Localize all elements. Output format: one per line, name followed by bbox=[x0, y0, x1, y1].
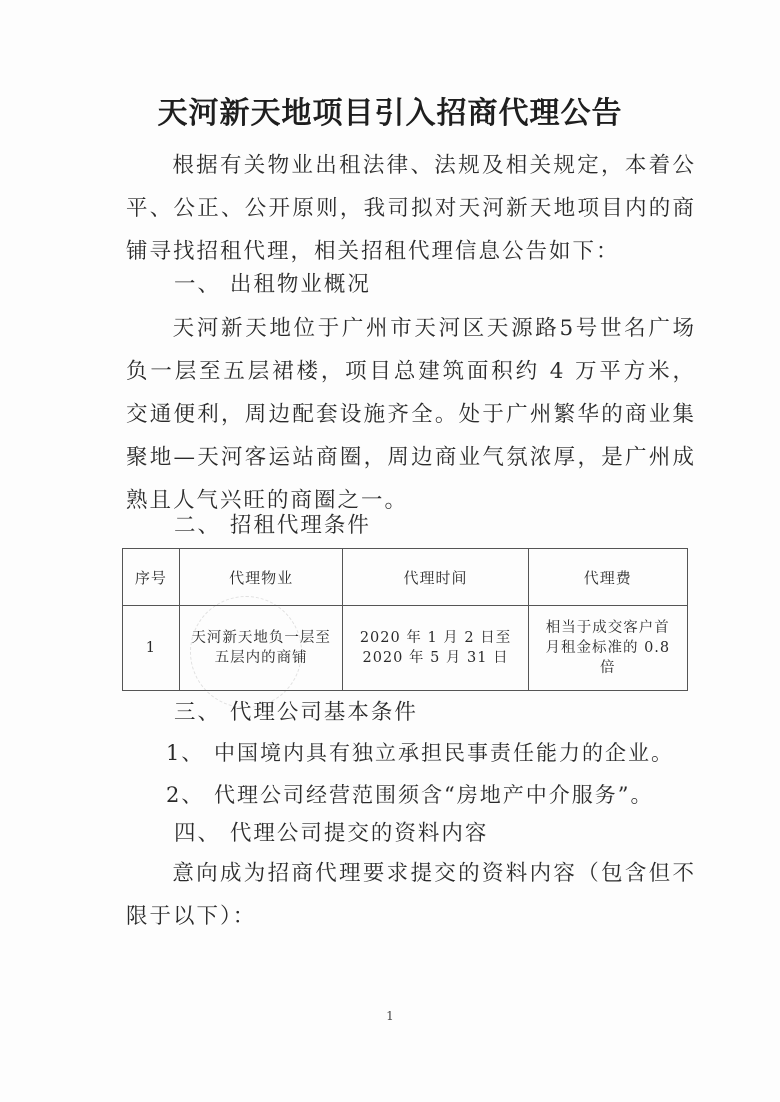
table-header-fee: 代理费 bbox=[528, 549, 687, 606]
list-item-number: 1、 bbox=[166, 741, 205, 765]
table-cell-time: 2020 年 1 月 2 日至 2020 年 5 月 31 日 bbox=[343, 606, 528, 691]
section1-paragraph bbox=[126, 307, 696, 522]
section2-heading: 二、 招租代理条件 bbox=[174, 513, 371, 538]
section4-heading: 四、 代理公司提交的资料内容 bbox=[174, 821, 489, 846]
list-item bbox=[166, 780, 653, 810]
page-number: 1 bbox=[386, 1009, 394, 1023]
section1-text: 天河新天地位于广州市天河区天源路5号世名广场负一层至五层裙楼，项目总建筑面积约 4 万平方米，交通便利，周边配套设施齐全。处于广州繁华的商业集聚地—天河客运站商圈，周边商业气氛浓厚，是广州成熟且人气兴旺的商圈之一。 bbox=[126, 316, 696, 513]
table-header-no: 序号 bbox=[123, 549, 180, 606]
list-item bbox=[166, 738, 674, 768]
table-row bbox=[123, 606, 688, 691]
intro-paragraph bbox=[126, 144, 696, 273]
document-title: 天河新天地项目引入招商代理公告 bbox=[157, 96, 623, 131]
list-item-number: 2、 bbox=[166, 783, 205, 807]
section3-heading: 三、 代理公司基本条件 bbox=[174, 700, 418, 725]
section4-text: 意向成为招商代理要求提交的资料内容（包含但不限于以下）： bbox=[126, 861, 696, 929]
section1-heading: 一、 出租物业概况 bbox=[174, 272, 371, 297]
table-header-row bbox=[123, 549, 688, 606]
table-header-time: 代理时间 bbox=[343, 549, 528, 606]
table-cell-property: 天河新天地负一层至五层内的商铺 bbox=[179, 606, 343, 691]
intro-text: 根据有关物业出租法律、法规及相关规定，本着公平、公正、公开原则，我司拟对天河新天地项目内的商铺寻找招租代理，相关招租代理信息公告如下： bbox=[126, 153, 696, 264]
table-cell-fee: 相当于成交客户首月租金标准的 0.8 倍 bbox=[528, 606, 687, 691]
list-item-text: 中国境内具有独立承担民事责任能力的企业。 bbox=[214, 741, 674, 765]
agency-terms-table bbox=[122, 548, 688, 691]
table-cell-no: 1 bbox=[123, 606, 180, 691]
list-item-text: 代理公司经营范围须含“房地产中介服务”。 bbox=[214, 783, 654, 807]
section4-paragraph bbox=[126, 852, 696, 938]
table-header-property: 代理物业 bbox=[179, 549, 343, 606]
